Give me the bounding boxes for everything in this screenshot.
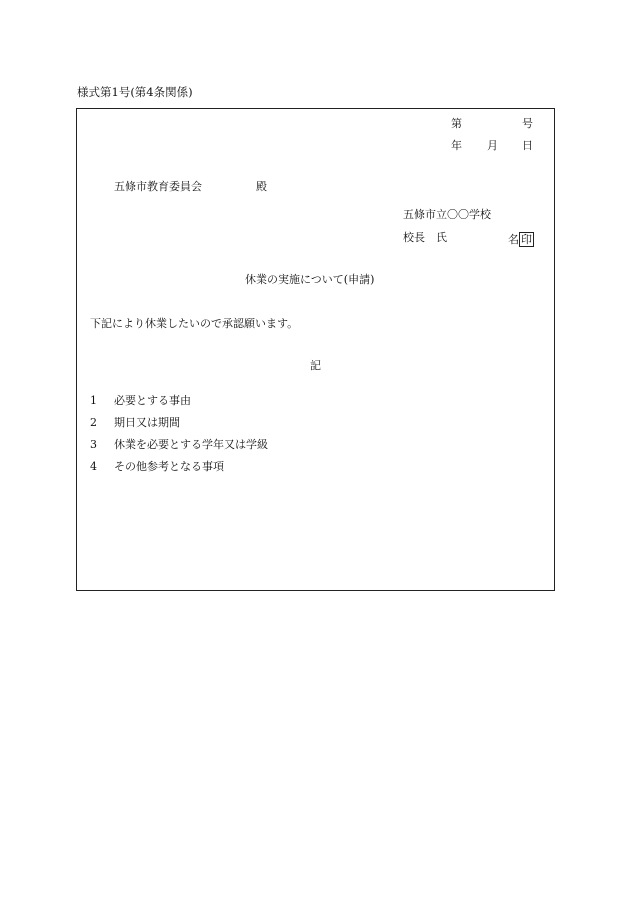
date-year: 年 <box>451 139 462 152</box>
item-number: 3 <box>90 438 97 451</box>
item-text: 必要とする事由 <box>114 394 191 407</box>
list-item <box>90 439 268 450</box>
item-number: 4 <box>90 460 97 473</box>
list-item <box>90 461 224 472</box>
sender-signature-field <box>508 232 534 247</box>
sender-name-suffix: 名 <box>508 233 519 246</box>
item-text: その他参考となる事項 <box>114 460 224 473</box>
form-number-label: 様式第1号(第4条関係) <box>77 85 193 99</box>
recipient-name: 五條市教育委員会 <box>114 180 202 193</box>
body-text: 下記により休業したいので承認願います。 <box>90 317 299 330</box>
date-month: 月 <box>487 139 498 152</box>
list-item <box>90 417 180 428</box>
item-number: 1 <box>90 394 97 407</box>
seal-mark: 印 <box>521 233 532 246</box>
sender-school: 五條市立〇〇学校 <box>403 208 491 221</box>
document-number-gou: 号 <box>522 117 533 130</box>
list-item <box>90 395 191 406</box>
item-text: 期日又は期間 <box>114 416 180 429</box>
sender-title: 校長 氏 <box>403 231 447 244</box>
date-day: 日 <box>522 139 533 152</box>
recipient-honorific: 殿 <box>256 180 267 193</box>
item-text: 休業を必要とする学年又は学級 <box>114 438 268 451</box>
document-title: 休業の実施について(申請) <box>245 273 375 286</box>
document-number-dai: 第 <box>451 117 462 130</box>
item-number: 2 <box>90 416 97 429</box>
ki-heading: 記 <box>310 359 321 372</box>
